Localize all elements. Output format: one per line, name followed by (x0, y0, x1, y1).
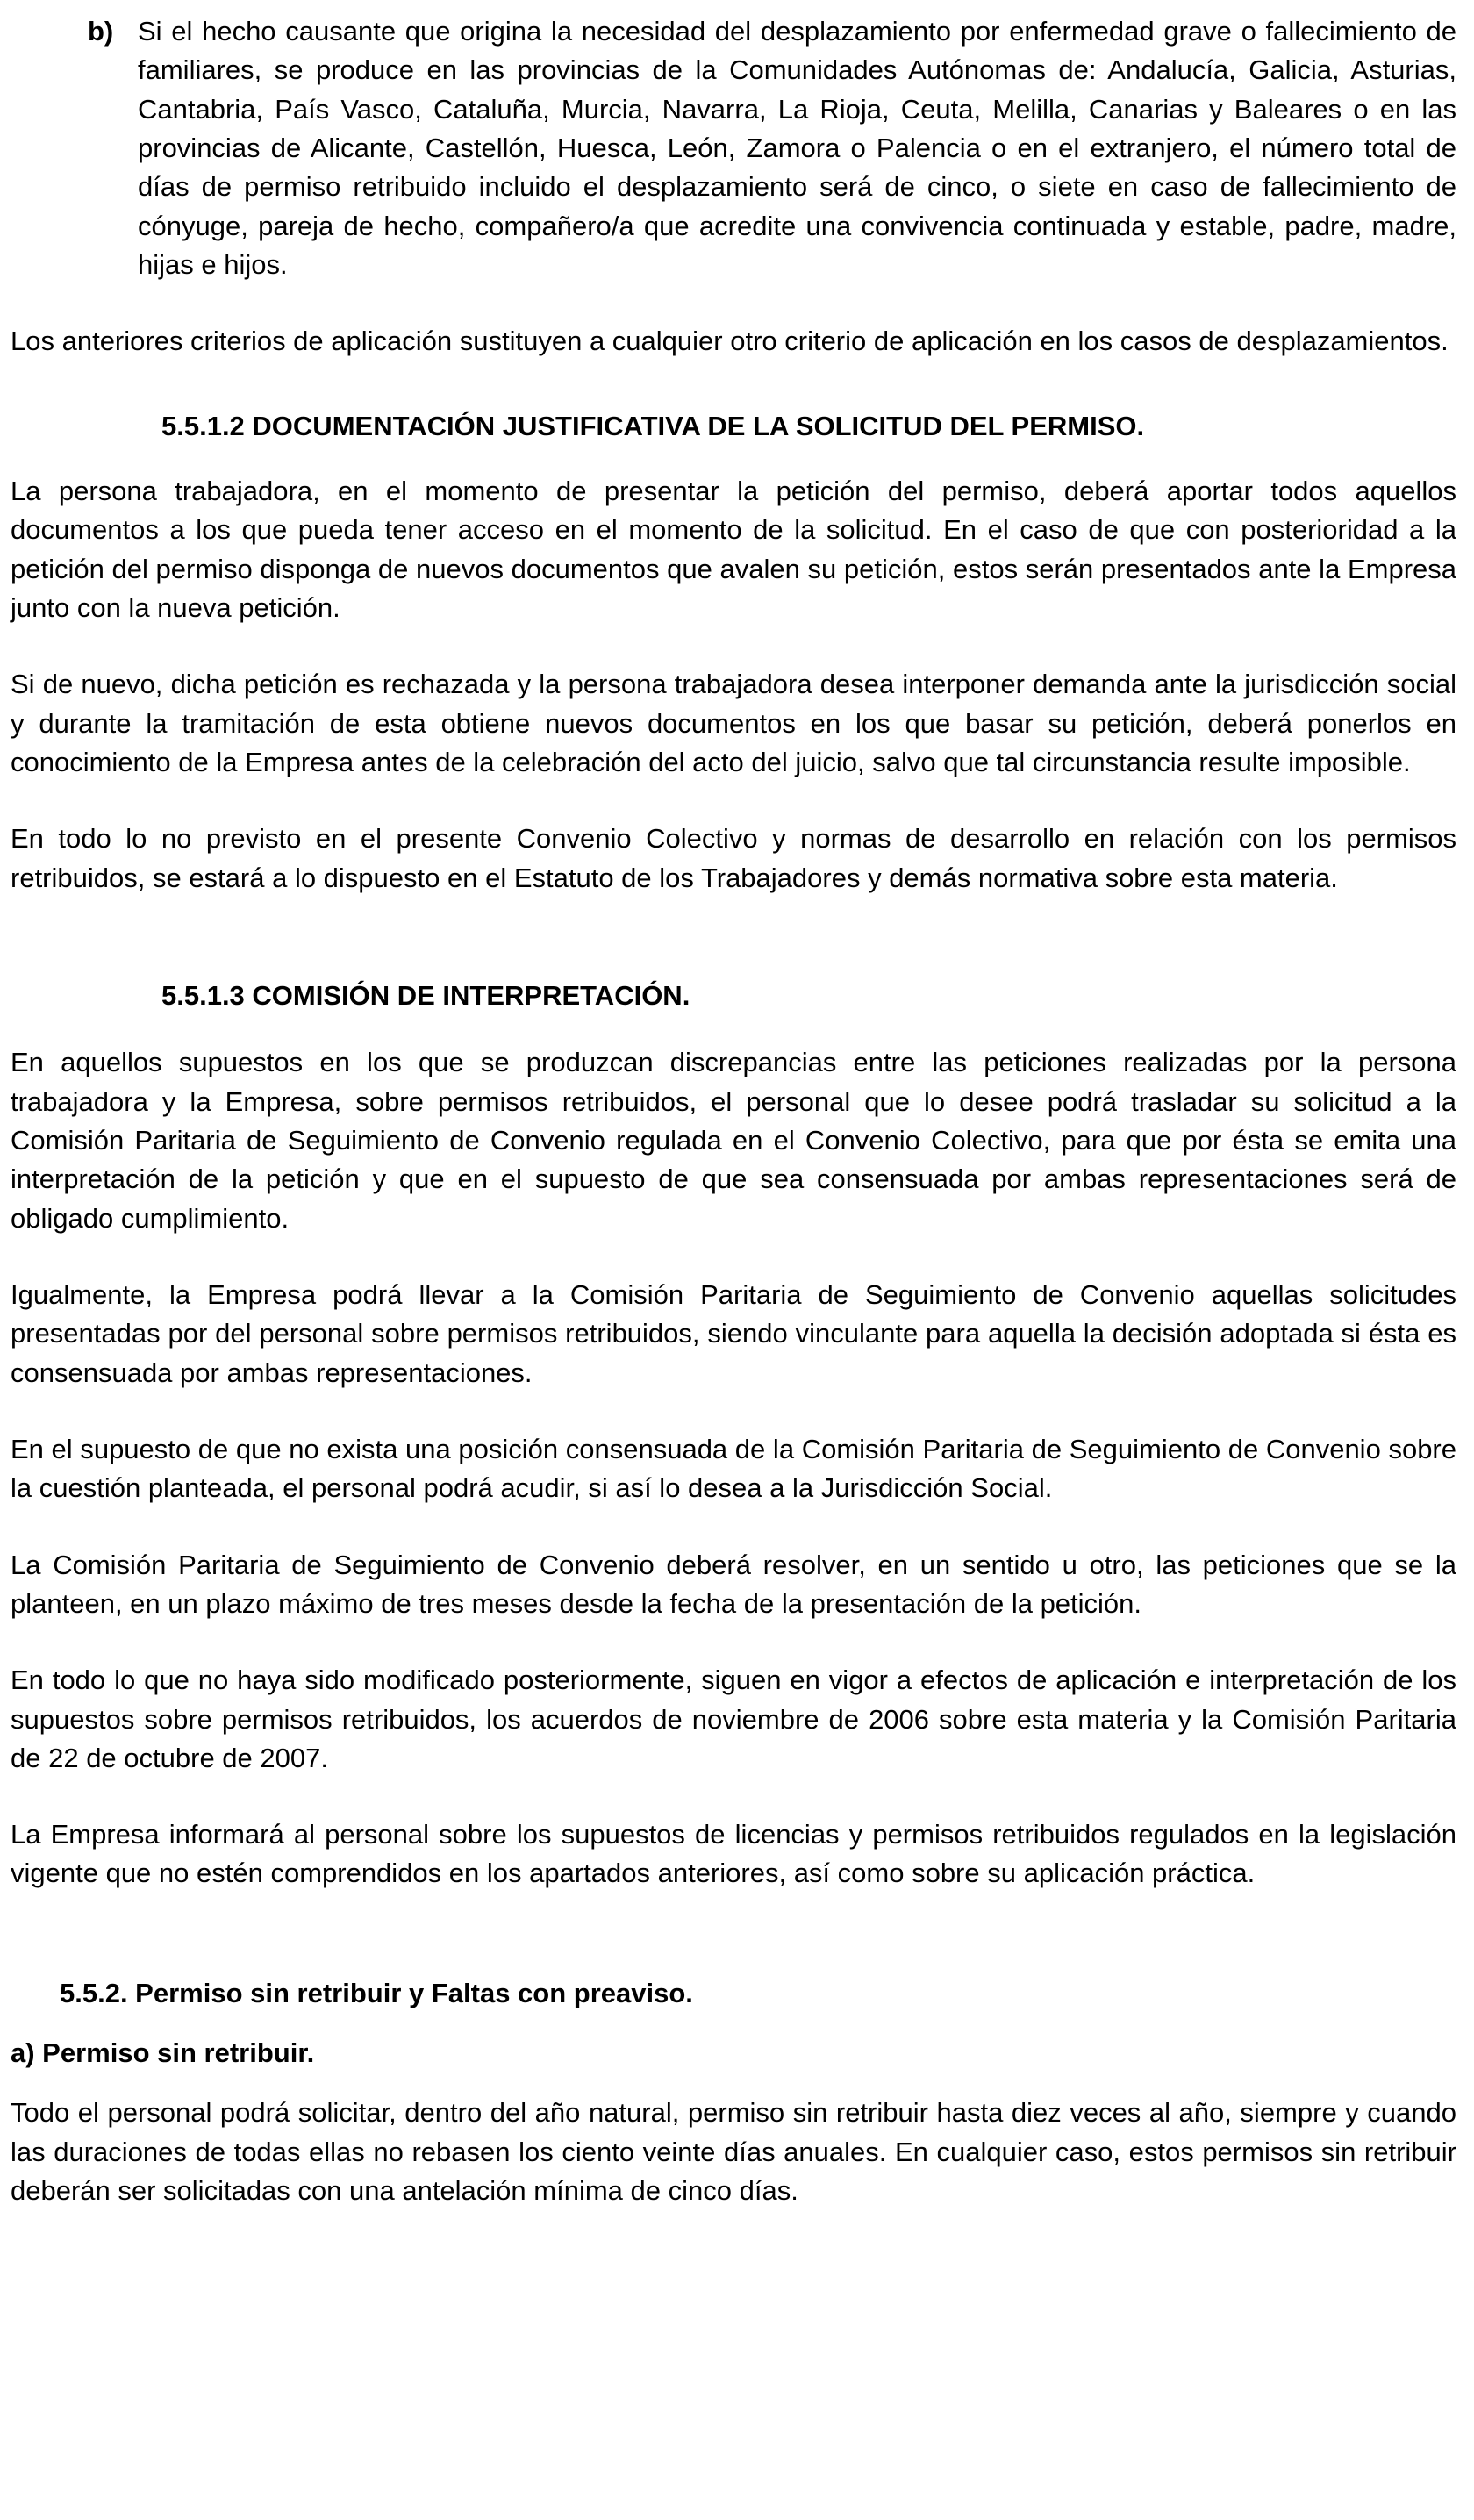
list-item-b (88, 12, 1456, 284)
list-item-label: b) (88, 16, 114, 47)
paragraph: En todo lo no previsto en el presente Convenio Colectivo y normas de desarrollo en relación con los permisos retribuidos, se estará a lo dispuesto en el Estatuto de los Trabajadores y demás normativa sobre esta materia. (11, 823, 1456, 893)
section-heading-5513: 5.5.1.3 COMISIÓN DE INTERPRETACIÓN. (161, 979, 690, 1011)
paragraph: En todo lo que no haya sido modificado posteriormente, siguen en vigor a efectos de aplicación e interpretación de los supuestos sobre permisos retribuidos, los acuerdos de noviembre de 2006 sobre esta materia y la Comisión Paritaria de 22 de octubre de 2007. (11, 1664, 1456, 1773)
paragraph: La persona trabajadora, en el momento de presentar la petición del permiso, deberá aportar todos aquellos documentos a los que pueda tener acceso en el momento de la solicitud. En el caso de que con posterioridad a la petición del permiso disponga de nuevos documentos que avalen su petición, estos serán presentados ante la Empresa junto con la nueva petición. (11, 475, 1456, 623)
paragraph: En aquellos supuestos en los que se produzcan discrepancias entre las peticiones realizadas por la persona trabajadora y la Empresa, sobre permisos retribuidos, el personal que lo desee podrá trasladar su solicitud a la Comisión Paritaria de Seguimiento de Convenio regulada en el Convenio Colectivo, para que por ésta se emita una interpretación de la petición y que en el supuesto de que sea consensuada por ambas representaciones será de obligado cumplimiento. (11, 1047, 1456, 1234)
paragraph-criterios: Los anteriores criterios de aplicación sustituyen a cualquier otro criterio de aplicación en los casos de desplazamientos. (11, 326, 1449, 357)
section-heading-552: 5.5.2. Permiso sin retribuir y Faltas con preaviso. (60, 1977, 693, 2008)
subsection-heading-a: a) Permiso sin retribuir. (11, 2037, 315, 2069)
list-item-text: Si el hecho causante que origina la necesidad del desplazamiento por enfermedad grave o fallecimiento de familiares, se produce en las provincias de la Comunidades Autónomas de: Andalucía, Galicia, Asturias, Cantabria, País Vasco, Cataluña, Murcia, Navarra, La Rioja, Ceuta, Melilla, Canarias y Baleares o en las provincias de Alicante, Castellón, Huesca, León, Zamora o Palencia o en el extranjero, el número total de días de permiso retribuido incluido el desplazamiento será de cinco, o siete en caso de fallecimiento de cónyuge, pareja de hecho, compañero/a que acredite una convivencia continuada y estable, padre, madre, hijas e hijos. (138, 16, 1456, 280)
paragraph: Si de nuevo, dicha petición es rechazada y la persona trabajadora desea interponer demanda ante la jurisdicción social y durante la tramitación de esta obtiene nuevos documentos en los que basar su petición, deberá ponerlos en conocimiento de la Empresa antes de la celebración del acto del juicio, salvo que tal circunstancia resulte imposible. (11, 669, 1456, 777)
section-heading-5512: 5.5.1.2 DOCUMENTACIÓN JUSTIFICATIVA DE LA SOLICITUD DEL PERMISO. (161, 410, 1145, 441)
paragraph: En el supuesto de que no exista una posición consensuada de la Comisión Paritaria de Seguimiento de Convenio sobre la cuestión planteada, el personal podrá acudir, si así lo desea a la Jurisdicción Social. (11, 1433, 1456, 1504)
paragraph: La Comisión Paritaria de Seguimiento de Convenio deberá resolver, en un sentido u otro, las peticiones que se la planteen, en un plazo máximo de tres meses desde la fecha de la presentación de la petición. (11, 1549, 1456, 1619)
paragraph: Todo el personal podrá solicitar, dentro del año natural, permiso sin retribuir hasta diez veces al año, siempre y cuando las duraciones de todas ellas no rebasen los ciento veinte días anuales. En cualquier caso, estos permisos sin retribuir deberán ser solicitadas con una antelación mínima de cinco días. (11, 2097, 1456, 2207)
paragraph: La Empresa informará al personal sobre los supuestos de licencias y permisos retribuidos regulados en la legislación vigente que no estén comprendidos en los apartados anteriores, así como sobre su aplicación práctica. (11, 1819, 1456, 1889)
paragraph: Igualmente, la Empresa podrá llevar a la Comisión Paritaria de Seguimiento de Convenio aquellas solicitudes presentadas por del personal sobre permisos retribuidos, siendo vinculante para aquella la decisión adoptada si ésta es consensuada por ambas representaciones. (11, 1278, 1456, 1388)
